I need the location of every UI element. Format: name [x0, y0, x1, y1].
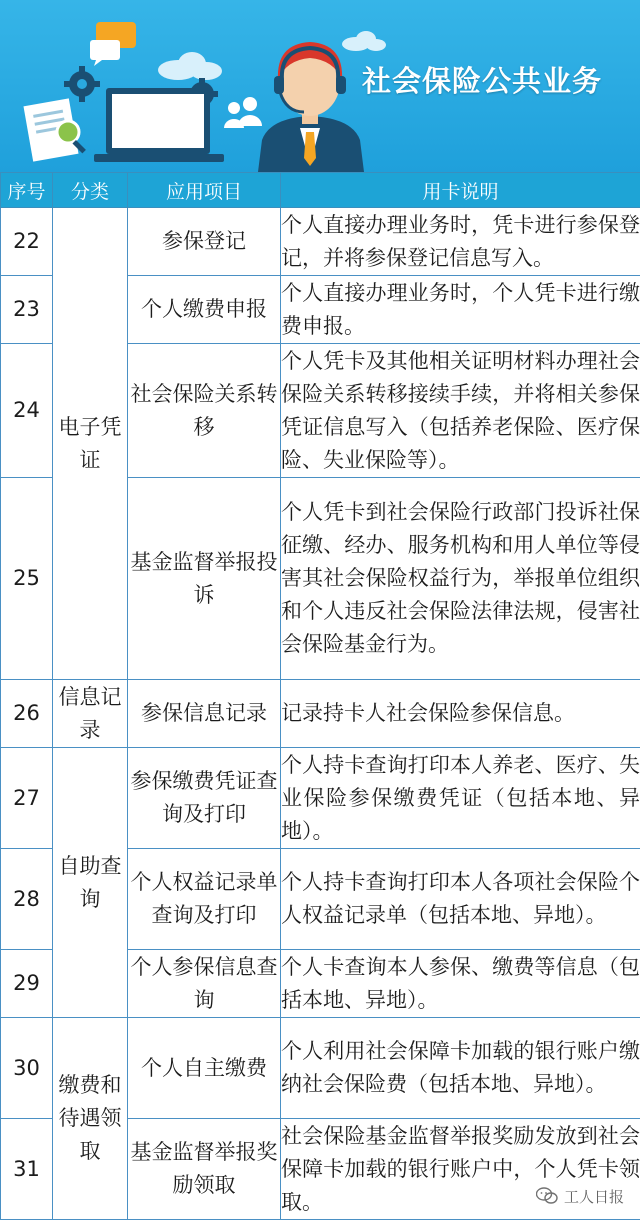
chat-bubble-icon: [90, 22, 136, 66]
card-usage-description: 个人持卡查询打印本人养老、医疗、失业保险参保缴费凭证（包括本地、异地）。: [281, 748, 640, 849]
table-row: [1, 748, 640, 849]
row-number: 22: [1, 208, 53, 276]
application-item: 社会保险关系转移: [128, 344, 281, 478]
row-number: 31: [1, 1119, 53, 1220]
people-icon: [224, 97, 262, 128]
card-usage-description: 个人凭卡及其他相关证明材料办理社会保险关系转移接续手续，并将相关参保凭证信息写入（包括养老保险、医疗保险、失业保险等）。: [281, 344, 640, 478]
banner: [0, 0, 640, 172]
watermark: [532, 1184, 628, 1208]
row-number: 24: [1, 344, 53, 478]
category-cell: 信息记录: [53, 680, 128, 748]
card-usage-description: 个人凭卡到社会保险行政部门投诉社保征缴、经办、服务机构和用人单位等侵害其社会保险权益行为，举报单位组织和个人违反社会保险法律法规，侵害社会保险基金行为。: [281, 478, 640, 680]
application-item: 基金监督举报投诉: [128, 478, 281, 680]
business-table: [0, 172, 640, 1220]
header-application-item: 应用项目: [128, 173, 281, 208]
card-usage-description: 个人直接办理业务时，个人凭卡进行缴费申报。: [281, 276, 640, 344]
table-row: [1, 208, 640, 276]
card-usage-description: 个人卡查询本人参保、缴费等信息（包括本地、异地）。: [281, 950, 640, 1018]
category-cell: 缴费和待遇领取: [53, 1018, 128, 1220]
table-header-row: [1, 173, 640, 208]
application-item: 个人权益记录单查询及打印: [128, 849, 281, 950]
row-number: 26: [1, 680, 53, 748]
banner-title: 社会保险公共业务: [362, 58, 632, 104]
category-cell: 电子凭证: [53, 208, 128, 680]
table-row: [1, 1018, 640, 1119]
card-usage-description: 个人持卡查询打印本人各项社会保险个人权益记录单（包括本地、异地）。: [281, 849, 640, 950]
category-cell: 自助查询: [53, 748, 128, 1018]
card-usage-description: 个人利用社会保障卡加载的银行账户缴纳社会保险费（包括本地、异地）。: [281, 1018, 640, 1119]
application-item: 参保信息记录: [128, 680, 281, 748]
cloud-icon: [158, 52, 222, 80]
row-number: 30: [1, 1018, 53, 1119]
application-item: 个人参保信息查询: [128, 950, 281, 1018]
cloud-icon: [342, 31, 386, 51]
gear-icon: [64, 66, 100, 102]
application-item: 个人自主缴费: [128, 1018, 281, 1119]
row-number: 27: [1, 748, 53, 849]
application-item: 个人缴费申报: [128, 276, 281, 344]
row-number: 23: [1, 276, 53, 344]
watermark-text: 工人日报: [564, 1186, 624, 1207]
card-usage-description: 社会保险基金监督举报奖励发放到社会保障卡加载的银行账户中，个人凭卡领取。: [281, 1119, 640, 1220]
application-item: 参保登记: [128, 208, 281, 276]
card-usage-description: 个人直接办理业务时，凭卡进行参保登记，并将参保登记信息写入。: [281, 208, 640, 276]
header-number: 序号: [1, 173, 53, 208]
row-number: 28: [1, 849, 53, 950]
row-number: 29: [1, 950, 53, 1018]
row-number: 25: [1, 478, 53, 680]
laptop-icon: [94, 88, 224, 162]
header-card-usage-description: 用卡说明: [281, 173, 640, 208]
application-item: 基金监督举报奖励领取: [128, 1119, 281, 1220]
card-usage-description: 记录持卡人社会保险参保信息。: [281, 680, 640, 748]
table-row: [1, 680, 640, 748]
application-item: 参保缴费凭证查询及打印: [128, 748, 281, 849]
header-category: 分类: [53, 173, 128, 208]
customer-service-agent-icon: [258, 42, 364, 172]
wechat-icon: [536, 1187, 558, 1205]
